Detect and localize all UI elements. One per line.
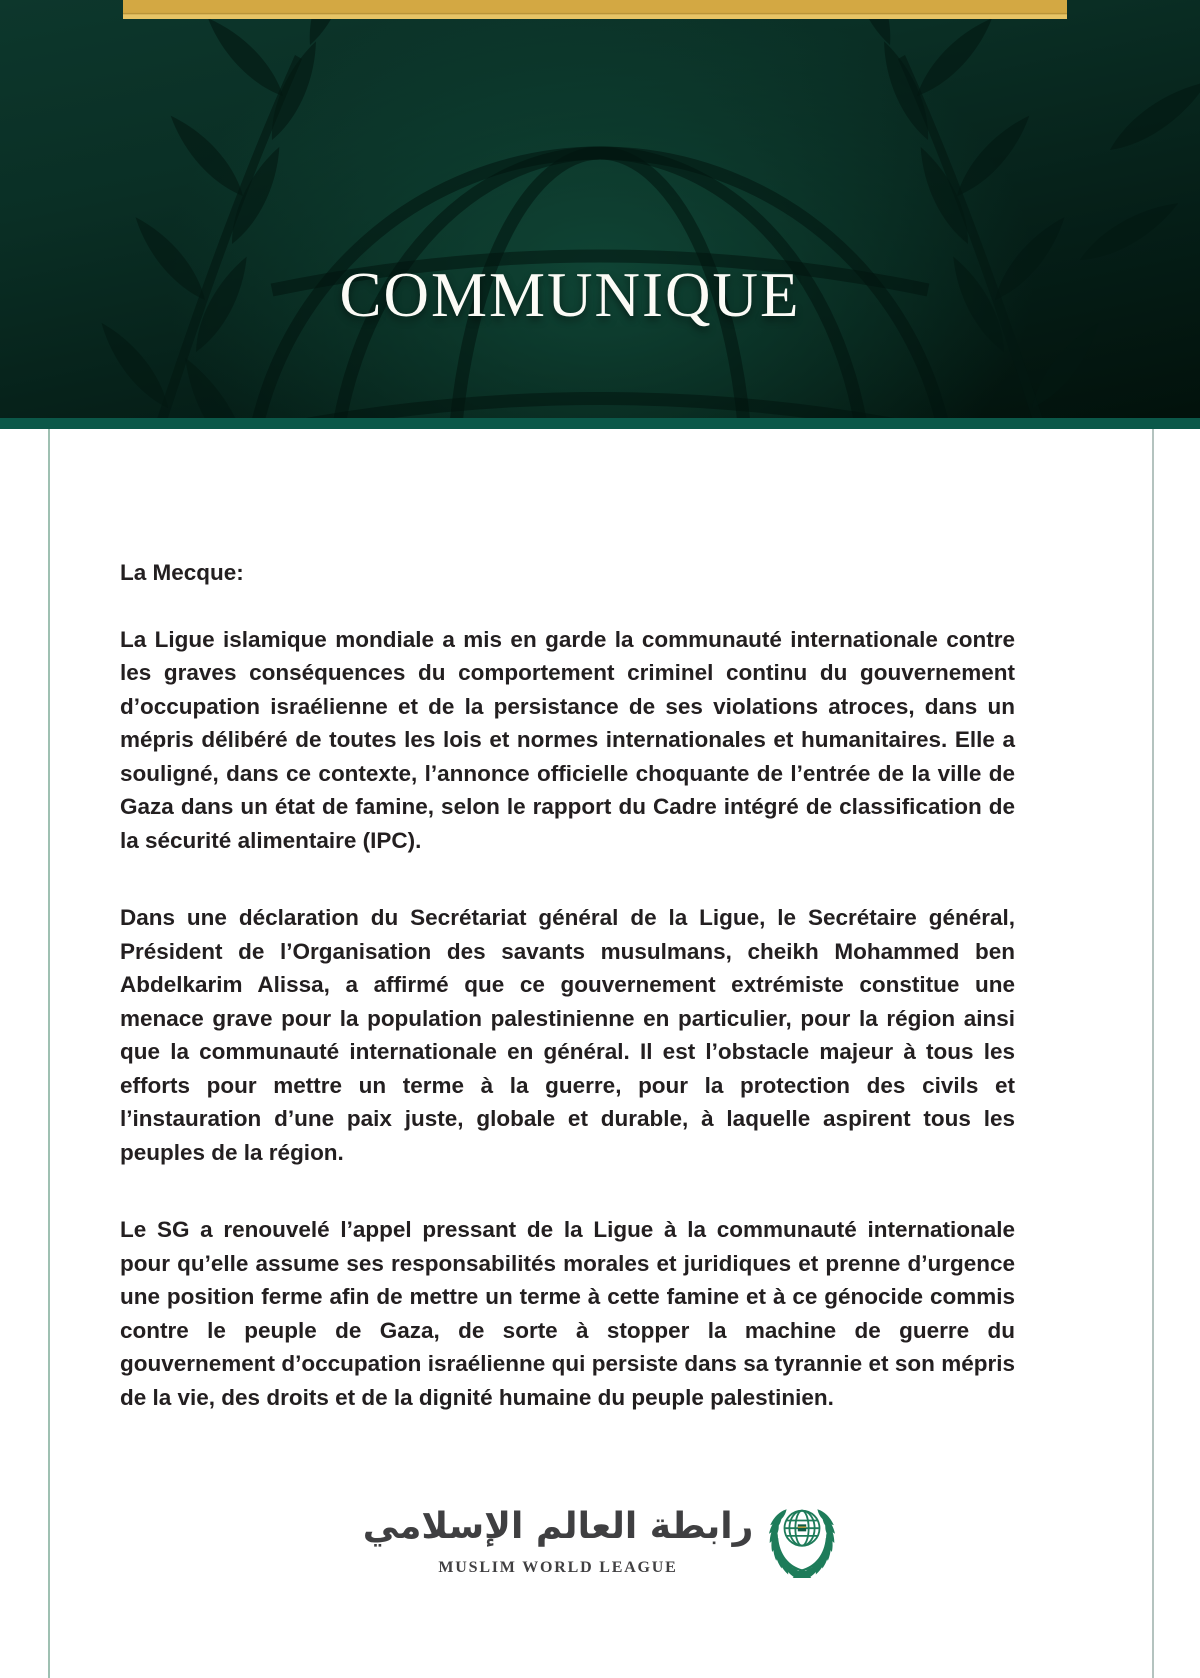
header-decoration [0,0,1200,429]
communique-body [120,556,1015,1414]
mwl-arabic-calligraphy: رابطة العالم الإسلامي [362,1506,754,1547]
gold-accent-bar [123,0,1067,19]
olive-branch-right-icon [839,0,1200,429]
paragraph-2: Dans une déclaration du Secrétariat général de la Ligue, le Secrétaire général, Président de l’Organisation des savants musulmans, cheikh Mohammed ben Abdelkarim Alissa, a affirmé que ce gouvernement extrémiste constitue une menace grave pour la population palestinienne en particulier, pour la région ainsi que la communauté internationale en général. Il est l’obstacle majeur à tous les efforts pour mettre un terme à la guerre, pour la protection des civils et l’instauration d’une paix juste, globale et durable, à laquelle aspirent tous les peuples de la région. [120,905,1015,1165]
right-margin-rule [1152,429,1154,1678]
mwl-logo [0,1498,1200,1578]
location-line: La Mecque: [120,560,244,585]
header-banner [0,0,1200,429]
mwl-wordmark: MUSLIM WORLD LEAGUE [438,1559,678,1576]
teal-divider-band [0,418,1200,429]
paragraph-3: Le SG a renouvelé l’appel pressant de la Ligue à la communauté internationale pour qu’elle assume ses responsabilités morales et juridiques et prenne d’urgence une position ferme afin de mettre un terme à cette famine et à ce génocide commis contre le peuple de Gaza, de sorte à stopper la machine de guerre du gouvernement d’occupation israélienne qui persiste dans sa tyrannie et son mépris de la vie, des droits et de la dignité humaine du peuple palestinien. [120,1217,1015,1410]
left-margin-rule [48,429,50,1678]
mwl-logo-text-stack [363,1499,754,1577]
globe-laurel-wreath-icon [767,1498,837,1578]
paragraph-1: La Ligue islamique mondiale a mis en garde la communauté internationale contre les graves conséquences du comportement criminel continu du gouvernement d’occupation israélienne et de la persistance de ses violations atroces, dans un mépris délibéré de toutes les lois et normes internationales et humanitaires. Elle a souligné, dans ce contexte, l’annonce officielle choquante de l’entrée de la ville de Gaza dans un état de famine, selon le rapport du Cadre intégré de classification de la sécurité alimentaire (IPC). [120,626,1015,853]
page-title: COMMUNIQUE [339,260,801,330]
olive-branch-left-icon [93,0,361,429]
